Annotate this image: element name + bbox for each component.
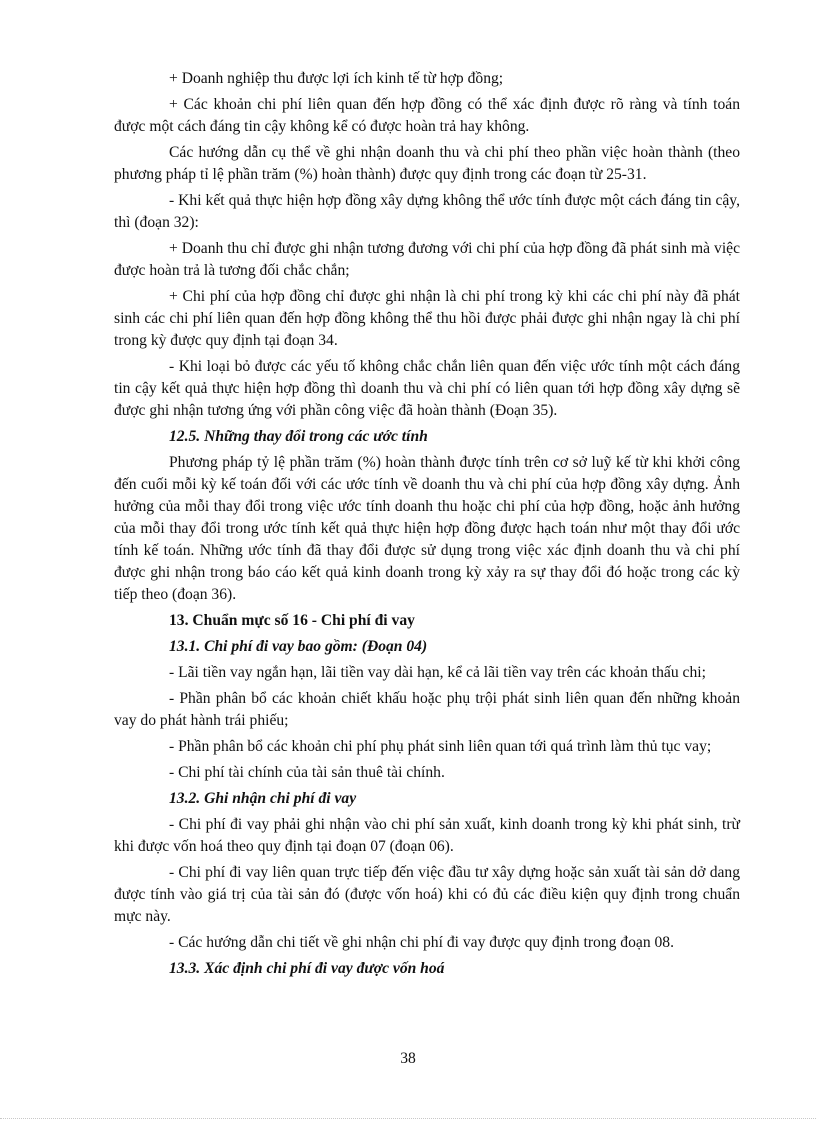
heading-12-5: 12.5. Những thay đổi trong các ước tính	[169, 428, 428, 445]
paragraph-costs-identifiable: + Các khoản chi phí liên quan đến hợp đồng có thể xác định được rõ ràng và tính toán được một cách đáng tin cậy không kể có được hoàn trả hay không.	[114, 96, 740, 135]
page-number: 38	[400, 1050, 416, 1067]
paragraph-expense-recognition: - Chi phí đi vay phải ghi nhận vào chi phí sản xuất, kinh doanh trong kỳ khi phát sinh, trừ khi được vốn hoá theo quy định tại đoạn 07 (đoạn 06).	[114, 816, 740, 855]
paragraph-benefit: + Doanh nghiệp thu được lợi ích kinh tế từ hợp đồng;	[169, 70, 504, 87]
heading-13-3: 13.3. Xác định chi phí đi vay được vốn hoá	[169, 960, 445, 977]
paragraph-revenue-recognition: + Doanh thu chỉ được ghi nhận tương đương với chi phí của hợp đồng đã phát sinh mà việc được hoàn trả là tương đối chắc chắn;	[114, 240, 740, 279]
page-bottom-divider	[0, 1118, 816, 1119]
list-item-discount-allocation: - Phần phân bổ các khoản chiết khấu hoặc phụ trội phát sinh liên quan đến những khoản vay do phát hành trái phiếu;	[114, 690, 740, 729]
heading-13-2: 13.2. Ghi nhận chi phí đi vay	[169, 790, 357, 807]
paragraph-capitalisation: - Chi phí đi vay liên quan trực tiếp đến việc đầu tư xây dựng hoặc sản xuất tài sản dở dang được tính vào giá trị của tài sản đó (được vốn hoá) khi có đủ các điều kiện quy định trong chuẩn mực này.	[114, 864, 740, 925]
list-item-finance-lease: - Chi phí tài chính của tài sản thuê tài chính.	[169, 764, 445, 781]
paragraph-detailed-guidance: - Các hướng dẫn chi tiết về ghi nhận chi phí đi vay được quy định trong đoạn 08.	[169, 934, 675, 951]
heading-13: 13. Chuẩn mực số 16 - Chi phí đi vay	[169, 612, 415, 629]
list-item-ancillary-costs: - Phần phân bổ các khoản chi phí phụ phát sinh liên quan tới quá trình làm thủ tục vay;	[169, 738, 712, 755]
paragraph-guidance-25-31: Các hướng dẫn cụ thể về ghi nhận doanh thu và chi phí theo phần việc hoàn thành (theo phương pháp tỉ lệ phần trăm (%) hoàn thành) được quy định trong các đoạn từ 25-31.	[114, 144, 740, 183]
list-item-interest: - Lãi tiền vay ngắn hạn, lãi tiền vay dài hạn, kể cả lãi tiền vay trên các khoản thấu chi;	[169, 664, 706, 681]
paragraph-cost-recognition: + Chi phí của hợp đồng chỉ được ghi nhận là chi phí trong kỳ khi các chi phí này đã phát sinh các chi phí liên quan đến hợp đồng không thể thu hồi được phải được ghi nhận ngay là chi phí trong kỳ được quy định tại đoạn 34.	[114, 288, 740, 349]
paragraph-unreliable-estimate: - Khi kết quả thực hiện hợp đồng xây dựng không thể ước tính được một cách đáng tin cậy, thì (đoạn 32):	[114, 192, 740, 231]
document-body	[114, 68, 740, 984]
paragraph-uncertainty-removed: - Khi loại bỏ được các yếu tố không chắc chắn liên quan đến việc ước tính một cách đáng tin cậy kết quả thực hiện hợp đồng thì doanh thu và chi phí có liên quan tới hợp đồng xây dựng sẽ được ghi nhận tương ứng với phần công việc đã hoàn thành (Đoạn 35).	[114, 358, 740, 419]
heading-13-1: 13.1. Chi phí đi vay bao gồm: (Đoạn 04)	[169, 638, 428, 655]
paragraph-percentage-method: Phương pháp tỷ lệ phần trăm (%) hoàn thành được tính trên cơ sở luỹ kế từ khi khởi công đến cuối mỗi kỳ kế toán đối với các ước tính về doanh thu và chi phí của hợp đồng xây dựng. Ảnh hưởng của mỗi thay đổi trong việc ước tính doanh thu hoặc chi phí của hợp đồng, hoặc ảnh hưởng của mỗi thay đổi trong ước tính kết quả thực hiện hợp đồng được hạch toán như một thay đổi ước tính kế toán. Những ước tính đã thay đổi được sử dụng trong việc xác định doanh thu và chi phí được ghi nhận trong báo cáo kết quả kinh doanh trong kỳ xảy ra sự thay đổi đó hoặc trong các kỳ tiếp theo (đoạn 36).	[114, 454, 740, 603]
